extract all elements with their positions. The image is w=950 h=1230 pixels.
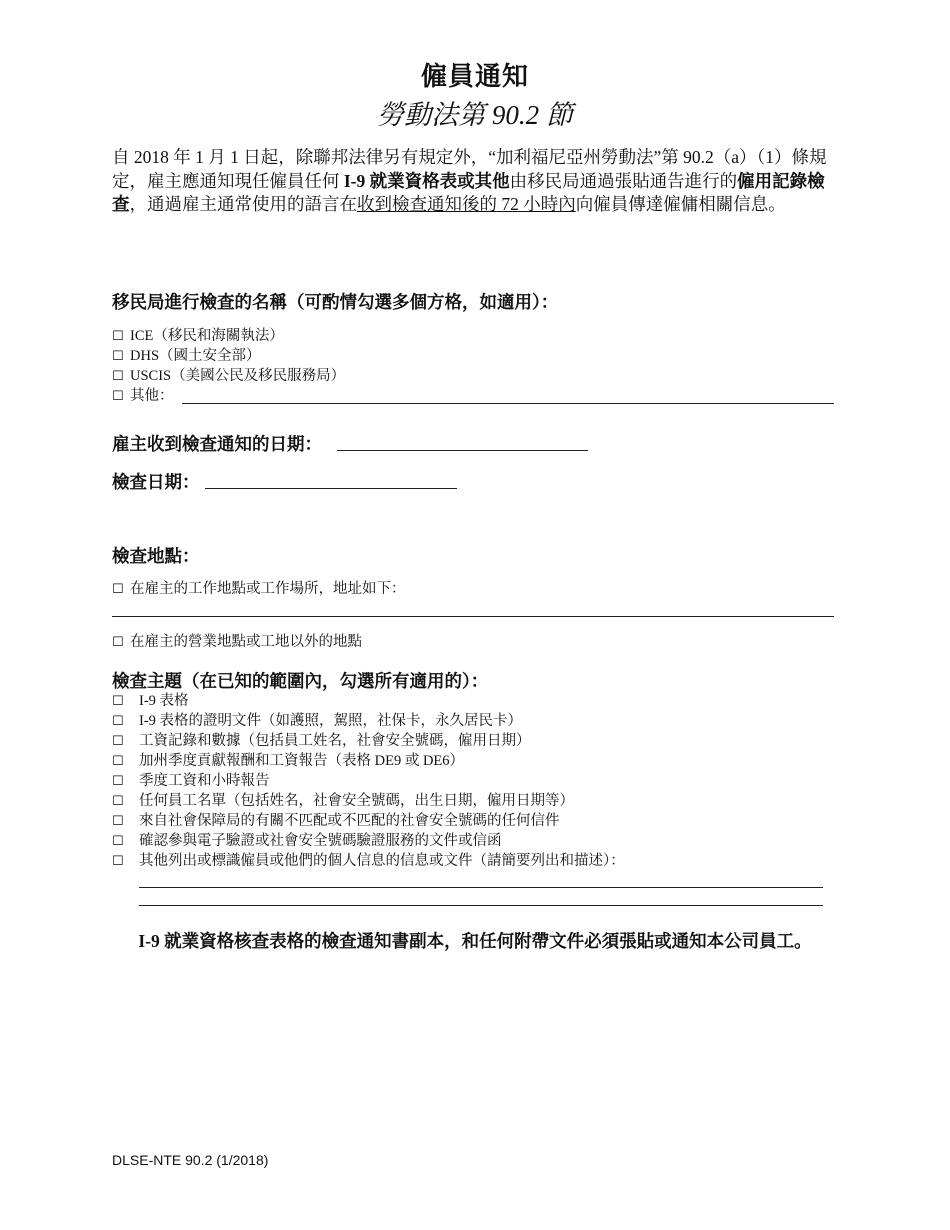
subject-item-label: 來自社會保障局的有關不匹配或不匹配的社會安全號碼的任何信件 bbox=[139, 813, 560, 829]
checkbox-icon[interactable]: ☐ bbox=[112, 694, 124, 709]
location-option-worksite[interactable] bbox=[112, 579, 406, 600]
intro-bold-i9: I-9 就業資格表或其他 bbox=[343, 170, 510, 191]
checkbox-icon[interactable]: ☐ bbox=[112, 389, 124, 404]
agency-option-other[interactable] bbox=[112, 386, 174, 407]
subject-item[interactable] bbox=[112, 731, 531, 752]
other-documents-input-line[interactable] bbox=[139, 887, 823, 888]
intro-bold-records: 僱用記錄檢查 bbox=[112, 170, 825, 214]
subject-item-label: I-9 表格 bbox=[139, 693, 189, 709]
address-input-line[interactable] bbox=[112, 616, 834, 617]
subject-item-label: 工資記錄和數據（包括員工姓名，社會安全號碼，僱用日期） bbox=[139, 733, 531, 749]
intro-text: 向僱員傳達僱傭相關信息。 bbox=[575, 194, 786, 214]
agency-option-ice[interactable] bbox=[112, 326, 284, 347]
location-option-offsite[interactable] bbox=[112, 632, 362, 653]
location-option-label: 在雇主的工作地點或工作場所，地址如下： bbox=[130, 581, 406, 597]
subject-item-label: I-9 表格的證明文件（如護照，駕照，社保卡，永久居民卡） bbox=[139, 713, 523, 729]
checkbox-icon[interactable]: ☐ bbox=[112, 734, 124, 749]
subjects-heading: 檢查主題（在已知的範圍內，勾選所有適用的）： bbox=[112, 671, 489, 691]
subject-item[interactable] bbox=[112, 691, 189, 712]
subject-item[interactable] bbox=[112, 711, 522, 732]
intro-text: ，通過雇主通常使用的語言在 bbox=[129, 194, 357, 214]
page-subtitle: 勞動法第 90.2 節 bbox=[377, 100, 573, 130]
subject-item-label: 任何員工名單（包括姓名，社會安全號碼，出生日期，僱用日期等） bbox=[139, 793, 574, 809]
agency-option-label: USCIS（美國公民及移民服務局） bbox=[130, 368, 346, 384]
page-title: 僱員通知 bbox=[420, 62, 529, 91]
agency-option-dhs[interactable] bbox=[112, 346, 261, 367]
form-number: DLSE-NTE 90.2 (1/2018) bbox=[112, 1152, 269, 1168]
inspection-date-label: 檢查日期： bbox=[112, 472, 200, 492]
intro-text: 由移民局通過張貼通告進行的 bbox=[509, 170, 738, 191]
subject-item[interactable] bbox=[112, 831, 502, 852]
agency-option-uscis[interactable] bbox=[112, 366, 345, 387]
checkbox-icon[interactable]: ☐ bbox=[112, 794, 124, 809]
notice-date-input-line[interactable] bbox=[337, 450, 588, 451]
other-documents-input-line[interactable] bbox=[139, 905, 823, 906]
subject-item[interactable] bbox=[112, 791, 574, 812]
subject-item[interactable] bbox=[112, 851, 625, 872]
subject-item[interactable] bbox=[112, 751, 464, 772]
intro-paragraph bbox=[112, 146, 854, 217]
checkbox-icon[interactable]: ☐ bbox=[112, 329, 124, 344]
notice-date-label: 雇主收到檢查通知的日期： bbox=[112, 434, 322, 454]
intro-underline-72h: 收到檢查通知後的 72 小時內 bbox=[357, 194, 576, 214]
checkbox-icon[interactable]: ☐ bbox=[112, 834, 124, 849]
checkbox-icon[interactable]: ☐ bbox=[112, 754, 124, 769]
intro-text: 自 2018 年 1 月 1 日起，除聯邦法律另有規定外，“加利福尼亞州勞動法”第 90.2（a）（1）條規定，雇主應通知現任僱員任何 bbox=[112, 147, 827, 191]
inspection-date-input-line[interactable] bbox=[205, 488, 457, 489]
checkbox-icon[interactable]: ☐ bbox=[112, 582, 124, 597]
agency-option-label: ICE（移民和海關執法） bbox=[130, 328, 284, 344]
checkbox-icon[interactable]: ☐ bbox=[112, 635, 124, 650]
agency-option-label: DHS（國土安全部） bbox=[130, 348, 261, 364]
other-agency-input-line[interactable] bbox=[182, 403, 834, 404]
subject-item-label: 確認參與電子驗證或社會安全號碼驗證服務的文件或信函 bbox=[139, 833, 502, 849]
checkbox-icon[interactable]: ☐ bbox=[112, 814, 124, 829]
location-option-label: 在雇主的營業地點或工地以外的地點 bbox=[130, 634, 362, 650]
subject-item-label: 加州季度貢獻報酬和工資報告（表格 DE9 或 DE6） bbox=[139, 753, 465, 769]
agency-option-label: 其他： bbox=[130, 388, 174, 404]
closing-statement: I-9 就業資格核查表格的檢查通知書副本，和任何附帶文件必須張貼或通知本公司員工。 bbox=[138, 931, 812, 951]
checkbox-icon[interactable]: ☐ bbox=[112, 714, 124, 729]
subject-item[interactable] bbox=[112, 771, 270, 792]
checkbox-icon[interactable]: ☐ bbox=[112, 369, 124, 384]
agency-heading: 移民局進行檢查的名稱（可酌情勾選多個方格，如適用）： bbox=[112, 292, 559, 312]
location-heading: 檢查地點： bbox=[112, 546, 200, 566]
subject-item-label: 其他列出或標識僱員或他們的個人信息的信息或文件（請簡要列出和描述）： bbox=[139, 853, 625, 869]
checkbox-icon[interactable]: ☐ bbox=[112, 774, 124, 789]
checkbox-icon[interactable]: ☐ bbox=[112, 854, 124, 869]
subject-item-label: 季度工資和小時報告 bbox=[139, 773, 270, 789]
subject-item[interactable] bbox=[112, 811, 560, 832]
checkbox-icon[interactable]: ☐ bbox=[112, 349, 124, 364]
